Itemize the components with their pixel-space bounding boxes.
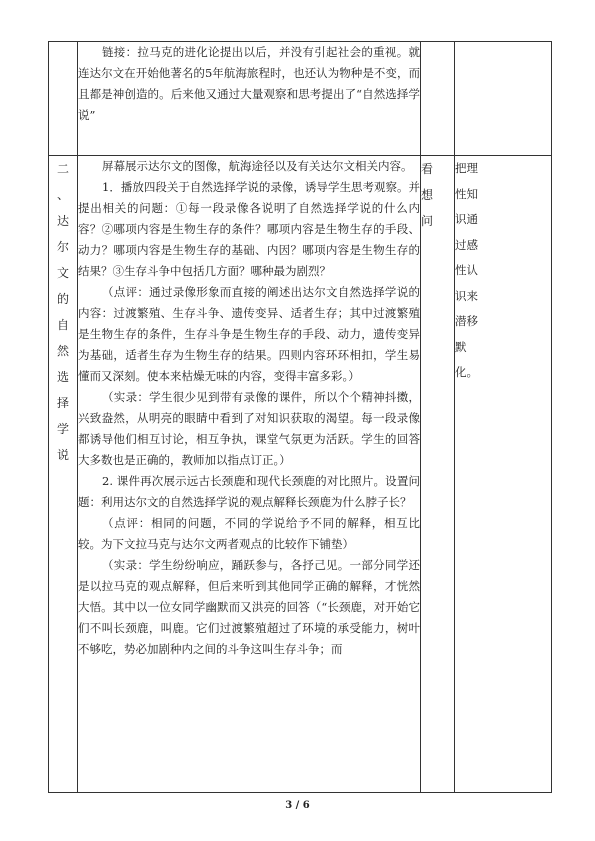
content-paragraph: 2. 课件再次展示远古长颈鹿和现代长颈鹿的对比照片。设置问题：利用达尔文的自然选择学说的观点解释长颈鹿为什么脖子长？ [78,474,420,509]
section-char: 然 [56,344,69,358]
section-char: 择 [56,396,69,410]
content-paragraph: 屏幕展示达尔文的图像，航海途径以及有关达尔文相关内容。 [102,159,413,173]
section-char: 文 [56,266,69,280]
purpose-line: 性知 [455,186,478,201]
purpose-line: 潜移 [455,314,478,328]
section-char: 、 [56,188,69,202]
section-char: 达 [56,214,69,228]
method-char: 看 [421,162,434,176]
section-char: 的 [56,292,69,306]
purpose-line: 把理 [455,161,478,175]
section-title-cell [49,156,78,793]
method-char: 想 [421,188,434,202]
content-paragraph: （实录：学生纷纷响应，踊跃参与，各抒己见。一部分同学还是以拉马克的观点解释，但后来听到其他同学正确的解释，才恍然大悟。其中以一位女同学幽默而又洪亮的回答（“长颈鹿，对开始它们不叫长颈鹿，叫鹿。它们过渡繁殖超过了环境的承受能力，树叶不够吃，势必加剧种内之间的斗争这叫生存斗争；而 [78,558,420,656]
method-cell [421,156,455,793]
purpose-line: 过感 [455,237,478,252]
section-char: 选 [56,370,69,384]
page-number: 3 / 6 [285,800,310,811]
content-paragraph: 1．播放四段关于自然选择学说的录像，诱导学生思考观察。并提出相关的问题：①每一段录像各说明了自然选择学说的什么内容？②哪项内容是生物生存的条件？哪项内容是生物生存的手段、动力？哪项内容是生物生存的基础、内因？哪项内容是生物生存的结果？③生存斗争中包括几方面？哪种最为剧烈？ [78,180,420,278]
content-paragraph: （点评：通过录像形象而直接的阐述出达尔文自然选择学说的内容：过渡繁殖、生存斗争、遗传变异、适者生存；其中过渡繁殖是生物生存的条件，生存斗争是生物生存的手段、动力，遗传变异为基础，适者生存为生物生存的结果。四则内容环环相扣，学生易懂而又深刻。使本来枯燥无味的内容，变得丰富多彩。） [78,285,420,383]
purpose-cell-empty [455,42,552,156]
purpose-line: 识通 [455,212,478,226]
section-char: 尔 [56,240,69,254]
content-paragraph: （实录：学生很少见到带有录像的课件，所以个个精神抖擞，兴致盎然，从明亮的眼睛中看到了对知识获取的渴望。每一段录像都诱导他们相互讨论，相互争执，课堂气氛更为活跃。学生的回答大多数也是正确的，教师加以指点订正。） [78,390,420,467]
purpose-line: 识来 [455,288,478,303]
content-cell [78,156,421,793]
section-char: 学 [56,422,69,436]
purpose-line: 性认 [455,263,478,277]
link-cell [78,42,421,156]
purpose-cell [455,156,552,793]
method-cell-empty [421,42,455,156]
method-char: 问 [421,214,434,228]
table-row-link [49,42,552,156]
purpose-line: 默 [455,339,467,354]
lesson-plan-table [48,41,552,793]
section-char: 二 [56,162,69,176]
section-char: 自 [56,318,69,332]
section-cell-empty [49,42,78,156]
table-row-darwin [49,156,552,793]
content-paragraph: （点评：相同的问题，不同的学说给予不同的解释，相互比较。为下文拉马克与达尔文两者观点的比较作下铺垫） [78,516,420,551]
link-paragraph: 链接：拉马克的进化论提出以后，并没有引起社会的重视。就连达尔文在开始他著名的5年航海旅程时，也还认为物种是不变，而且都是神创造的。后来他又通过大量观察和思考提出了“自然选择学说” [78,45,420,122]
section-char: 说 [56,448,69,462]
purpose-line: 化。 [455,365,478,379]
